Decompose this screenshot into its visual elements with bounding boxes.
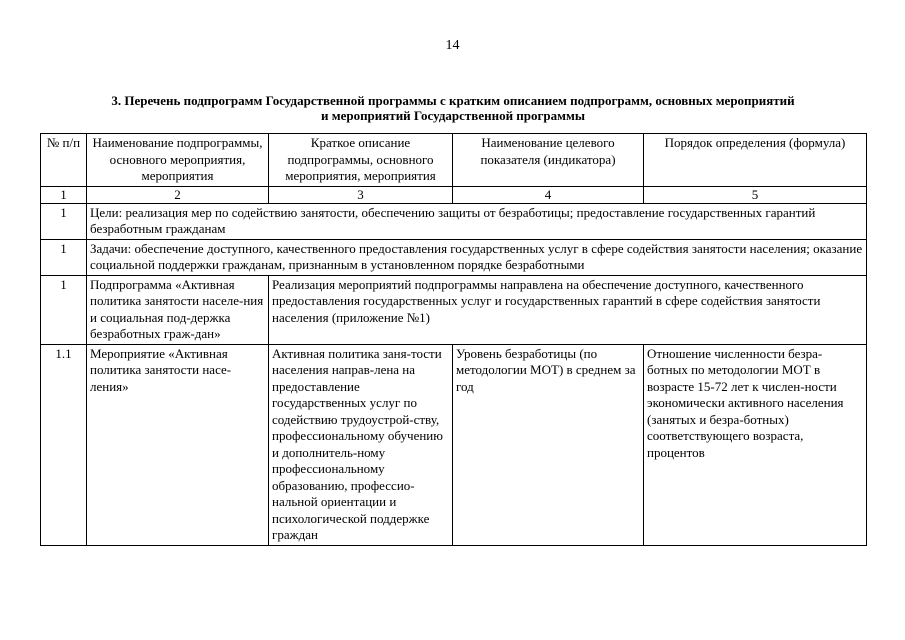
table-header-row [41, 134, 867, 187]
column-number: 3 [269, 186, 453, 203]
column-numbers-row [41, 186, 867, 203]
activity-description: Активная политика заня-тости населения направ-лена на предоставление государственных услуг по содействию трудоустрой-ству, профессиональному обучению и дополнитель-ному профессиональному образованию, профессио-нальной ориентации и психологической поддержке граждан [269, 344, 453, 545]
table-row-goals [41, 203, 867, 239]
column-number: 5 [644, 186, 867, 203]
table-row-tasks [41, 239, 867, 275]
page-number: 14 [445, 38, 460, 53]
header-formula: Порядок определения (формула) [644, 134, 867, 187]
row-number: 1.1 [41, 344, 87, 545]
goals-text: Цели: реализация мер по содействию занятости, обеспечению защиты от безработицы; предоставление государственных гарантий безработным гражданам [87, 203, 867, 239]
subprogram-description: Реализация мероприятий подпрограммы направлена на обеспечение доступного, качественного предоставления государственных услуг и государственных гарантий в сфере содействия занятости населения (приложение №1) [269, 275, 867, 344]
header-number: № п/п [41, 134, 87, 187]
tasks-text: Задачи: обеспечение доступного, качественного предоставления государственных услуг в сфере содействия занятости населения; оказание социальной поддержки гражданам, признанным в установленном порядке безработными [87, 239, 867, 275]
header-description: Краткое описание подпрограммы, основного мероприятия, мероприятия [269, 134, 453, 187]
column-number: 4 [453, 186, 644, 203]
header-name: Наименование подпрограммы, основного мероприятия, мероприятия [87, 134, 269, 187]
subprograms-table [40, 133, 867, 546]
row-number: 1 [41, 275, 87, 344]
section-title-line-1: 3. Перечень подпрограмм Государственной программы с кратким описанием подпрограмм, основных мероприятий [111, 93, 795, 108]
table-row-subprogram [41, 275, 867, 344]
row-number: 1 [41, 239, 87, 275]
header-indicator: Наименование целевого показателя (индикатора) [453, 134, 644, 187]
section-title [40, 93, 866, 123]
table-row-activity [41, 344, 867, 545]
activity-name: Мероприятие «Активная политика занятости насе-ления» [87, 344, 269, 545]
section-title-line-2: и мероприятий Государственной программы [320, 108, 586, 123]
activity-formula: Отношение численности безра-ботных по методологии МОТ в возрасте 15-72 лет к числен-ности экономически активного населения (занятых и безра-ботных) соответствующего возраста, процентов [644, 344, 867, 545]
subprogram-name: Подпрограмма «Активная политика занятости населе-ния и социальная под-держка безработных граж-дан» [87, 275, 269, 344]
column-number: 2 [87, 186, 269, 203]
row-number: 1 [41, 203, 87, 239]
activity-indicator: Уровень безработицы (по методологии МОТ) в среднем за год [453, 344, 644, 545]
column-number: 1 [41, 186, 87, 203]
